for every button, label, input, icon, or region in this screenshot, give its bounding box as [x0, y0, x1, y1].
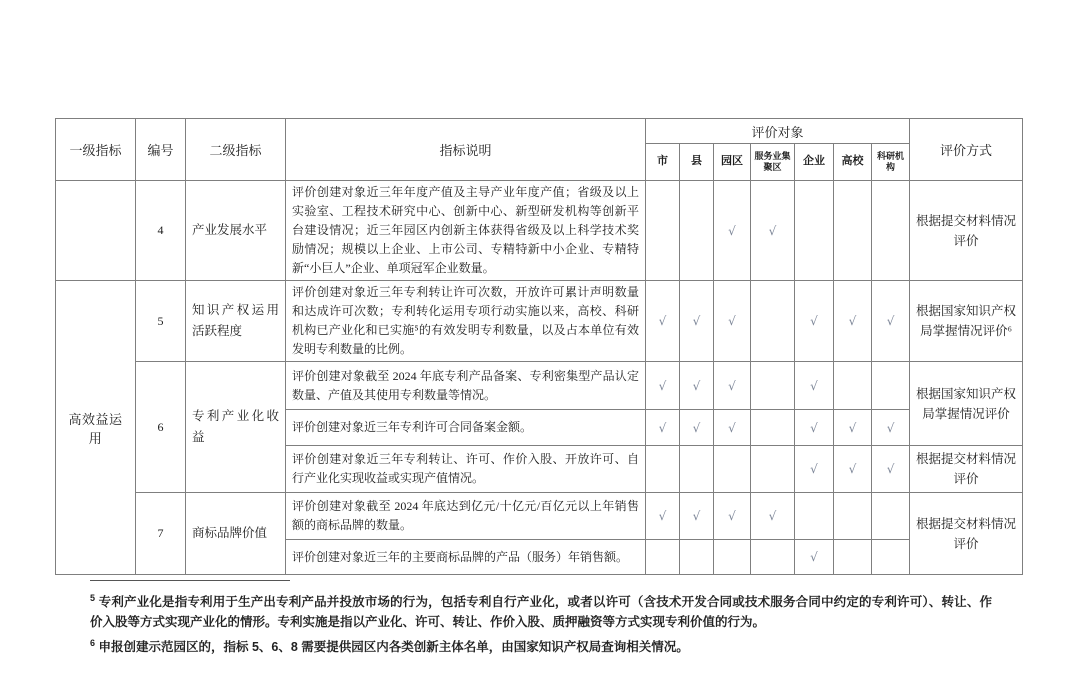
- check-cell: √: [646, 362, 680, 410]
- check-cell: [795, 493, 834, 540]
- check-cell: √: [680, 362, 714, 410]
- indicator-name-cell: 产业发展水平: [186, 181, 286, 281]
- header-row-top: [56, 119, 1023, 144]
- footnote-text: 申报创建示范园区的，指标 5、6、8 需要提供园区内各类创新主体名单，由国家知识产权局查询相关情况。: [98, 640, 689, 655]
- number-cell: 6: [136, 362, 186, 493]
- header-target-city: 市: [646, 144, 680, 181]
- description-cell: 评价创建对象近三年年度产值及主导产业年度产值；省级及以上实验室、工程技术研究中心、创新中心、新型研发机构等创新平台建设情况；近三年园区内创新主体获得省级及以上科学技术奖励情况；规模以上企业、上市公司、专精特新中小企业、专精特新“小巨人”企业、单项冠军企业数量。: [286, 181, 646, 281]
- check-cell: [834, 181, 872, 281]
- check-cell: [751, 410, 795, 446]
- level1-empty-cell: [56, 181, 136, 281]
- description-cell: 评价创建对象近三年专利转让、许可、作价入股、开放许可、自行产业化实现收益或实现产值情况。: [286, 446, 646, 493]
- footnotes-section: [90, 580, 992, 658]
- description-cell: 评价创建对象截至 2024 年底达到亿元/十亿元/百亿元以上年销售额的商标品牌的数量。: [286, 493, 646, 540]
- check-cell: [834, 362, 872, 410]
- method-cell: 根据提交材料情况评价: [910, 181, 1023, 281]
- check-cell: [834, 493, 872, 540]
- check-cell: √: [795, 446, 834, 493]
- evaluation-table: [55, 118, 1023, 575]
- header-target-university: 高校: [834, 144, 872, 181]
- check-cell: √: [751, 181, 795, 281]
- check-cell: [751, 540, 795, 575]
- header-level2-indicator: 二级指标: [186, 119, 286, 181]
- table-row: [56, 181, 1023, 281]
- check-cell: [680, 540, 714, 575]
- header-evaluation-targets: 评价对象: [646, 119, 910, 144]
- method-cell: 根据提交材料情况评价: [910, 493, 1023, 575]
- number-cell: 7: [136, 493, 186, 575]
- check-cell: [751, 281, 795, 362]
- header-number: 编号: [136, 119, 186, 181]
- check-cell: √: [646, 281, 680, 362]
- check-cell: [680, 446, 714, 493]
- footnote-divider: [90, 580, 290, 581]
- method-cell: 根据提交材料情况评价: [910, 446, 1023, 493]
- check-cell: √: [834, 446, 872, 493]
- check-cell: [714, 446, 751, 493]
- footnote-marker: 5: [90, 593, 96, 603]
- check-cell: [872, 493, 910, 540]
- check-cell: √: [872, 281, 910, 362]
- header-description: 指标说明: [286, 119, 646, 181]
- description-cell: 评价创建对象截至 2024 年底专利产品备案、专利密集型产品认定数量、产值及其使用专利数量等情况。: [286, 362, 646, 410]
- check-cell: [751, 446, 795, 493]
- check-cell: √: [714, 181, 751, 281]
- check-cell: √: [680, 493, 714, 540]
- header-target-park: 园区: [714, 144, 751, 181]
- check-cell: √: [680, 410, 714, 446]
- check-cell: [751, 362, 795, 410]
- check-cell: [872, 181, 910, 281]
- description-cell: 评价创建对象近三年专利转让许可次数，开放许可累计声明数量和达成许可次数；专利转化运用专项行动实施以来，高校、科研机构已产业化和已实施⁵的有效发明专利数量，以及占本单位有效发明专利数量的比例。: [286, 281, 646, 362]
- footnote-text: 专利产业化是指专利用于生产出专利产品并投放市场的行为，包括专利自行产业化，或者以许可（含技术开发合同或技术服务合同中约定的专利许可）、转让、作价入股等方式实现产业化的情形。专利实施是指以产业化、许可、转让、作价入股、质押融资等方式实现专利价值的行为。: [90, 595, 992, 630]
- indicator-name-cell: 商标品牌价值: [186, 493, 286, 575]
- check-cell: √: [714, 410, 751, 446]
- check-cell: √: [646, 410, 680, 446]
- description-cell: 评价创建对象近三年专利许可合同备案金额。: [286, 410, 646, 446]
- check-cell: √: [834, 410, 872, 446]
- check-cell: √: [646, 493, 680, 540]
- check-cell: √: [795, 540, 834, 575]
- check-cell: √: [795, 410, 834, 446]
- check-cell: √: [680, 281, 714, 362]
- check-cell: √: [714, 493, 751, 540]
- check-cell: √: [795, 362, 834, 410]
- number-cell: 5: [136, 281, 186, 362]
- footnote-marker: 6: [90, 638, 96, 649]
- check-cell: [834, 540, 872, 575]
- description-cell: 评价创建对象近三年的主要商标品牌的产品（服务）年销售额。: [286, 540, 646, 575]
- header-target-enterprise: 企业: [795, 144, 834, 181]
- number-cell: 4: [136, 181, 186, 281]
- check-cell: [795, 181, 834, 281]
- check-cell: √: [714, 281, 751, 362]
- method-cell: 根据国家知识产权局掌握情况评价: [910, 362, 1023, 446]
- check-cell: √: [714, 362, 751, 410]
- check-cell: √: [872, 446, 910, 493]
- table-row: [56, 493, 1023, 540]
- check-cell: [872, 540, 910, 575]
- check-cell: [714, 540, 751, 575]
- footnote: [90, 588, 992, 632]
- indicator-name-cell: 专利产业化收益: [186, 362, 286, 493]
- check-cell: √: [751, 493, 795, 540]
- check-cell: √: [872, 410, 910, 446]
- check-cell: [646, 181, 680, 281]
- check-cell: √: [795, 281, 834, 362]
- method-cell: 根据国家知识产权局掌握情况评价⁶: [910, 281, 1023, 362]
- check-cell: [872, 362, 910, 410]
- check-cell: [680, 181, 714, 281]
- header-target-county: 县: [680, 144, 714, 181]
- footnote: [90, 633, 992, 657]
- header-target-research-institute: 科研机构: [872, 144, 910, 181]
- header-target-service-cluster: 服务业集聚区: [751, 144, 795, 181]
- check-cell: [646, 540, 680, 575]
- indicator-name-cell: 知识产权运用活跃程度: [186, 281, 286, 362]
- header-evaluation-method: 评价方式: [910, 119, 1023, 181]
- level1-group-cell: 高效益运用: [56, 281, 136, 575]
- check-cell: √: [834, 281, 872, 362]
- table-row: [56, 362, 1023, 410]
- table-row: [56, 281, 1023, 362]
- header-level1-indicator: 一级指标: [56, 119, 136, 181]
- check-cell: [646, 446, 680, 493]
